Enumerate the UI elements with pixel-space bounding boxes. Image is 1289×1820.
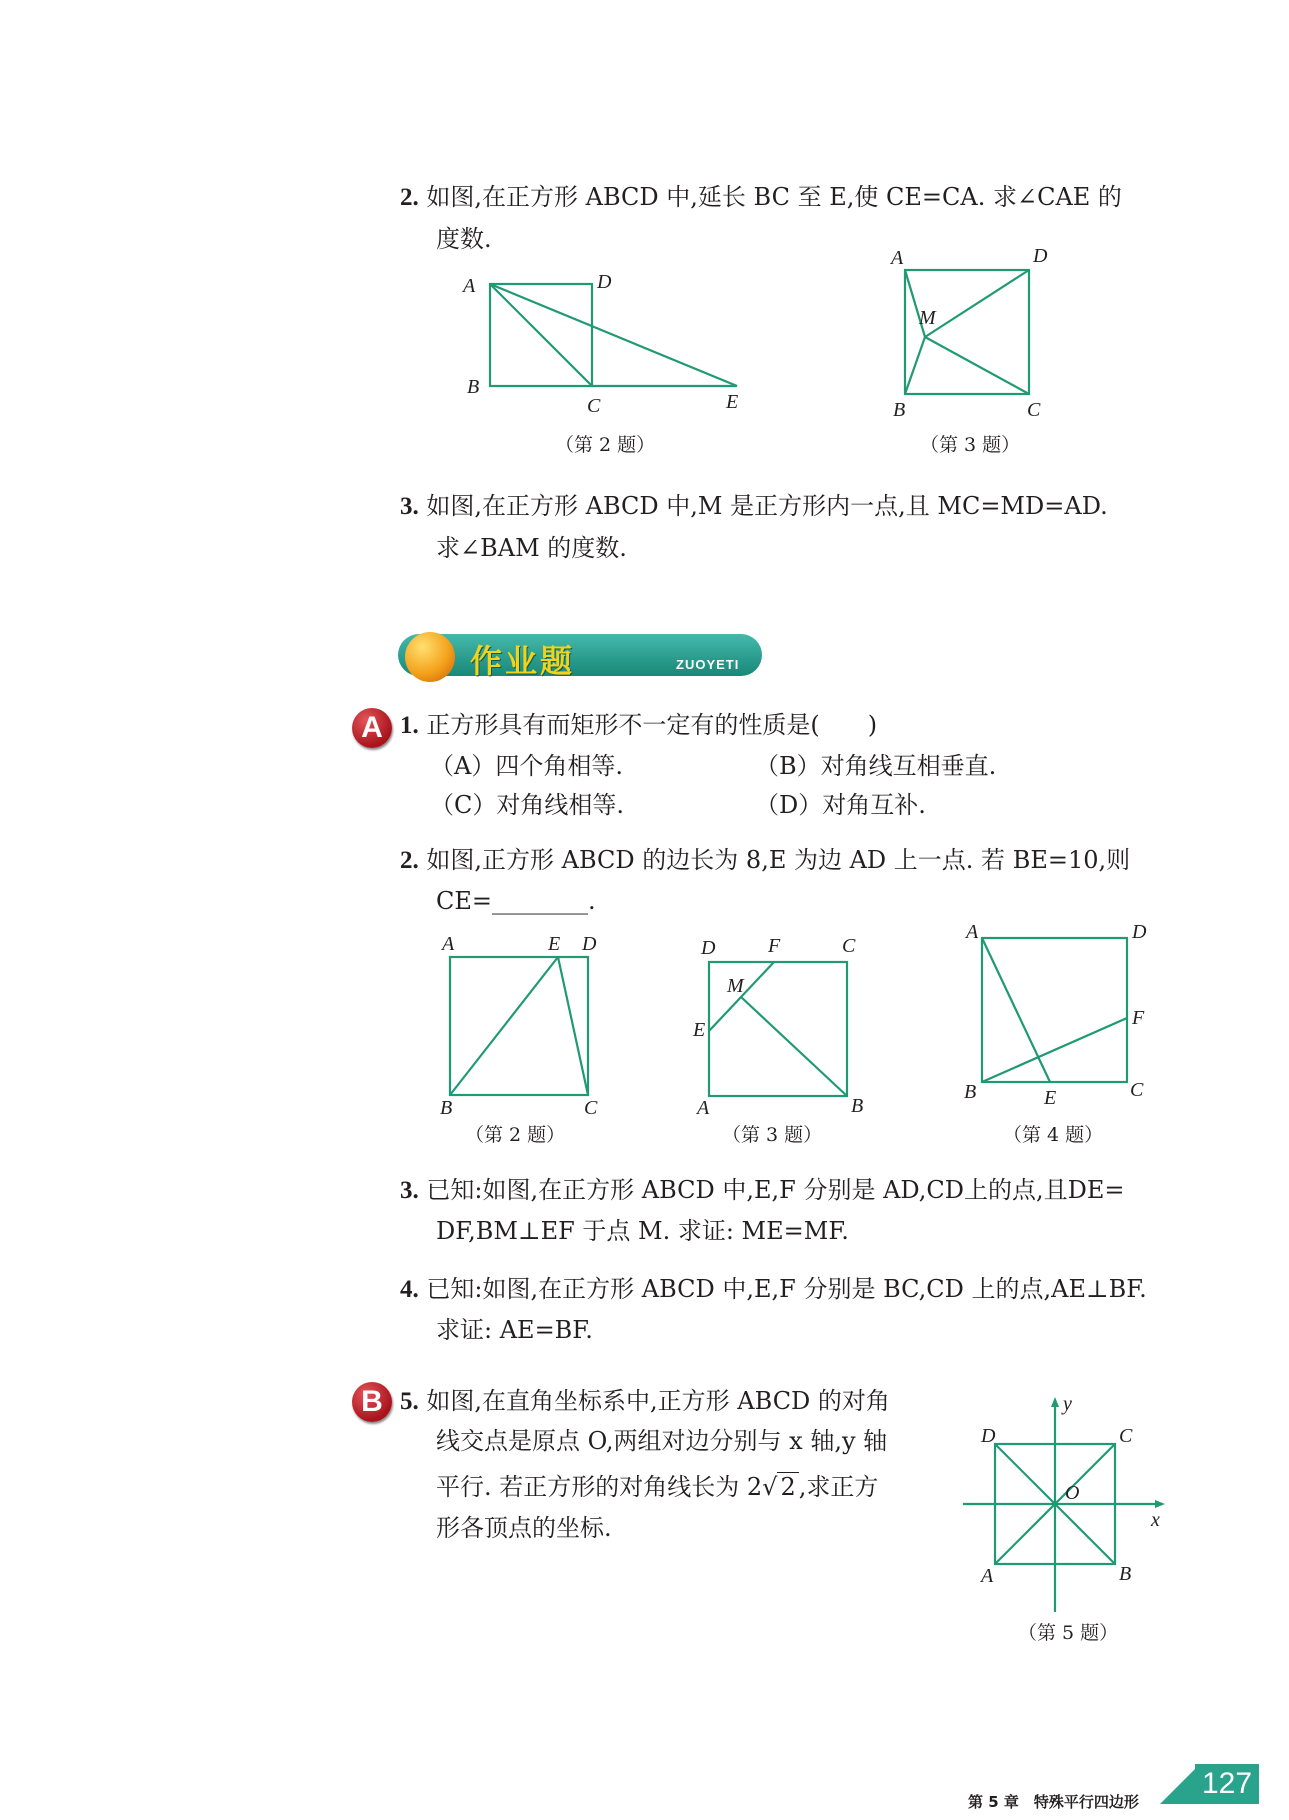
label-b: B [440,1097,453,1119]
label-d: D [1033,245,1048,267]
caption-problem-3: （第 3 题） [920,434,1021,456]
figure-problem-2 [455,262,755,422]
label-a: A [966,921,979,943]
problem-number: 1. [400,712,419,739]
caption-problem-2: （第 2 题） [555,434,656,456]
label-d: D [597,271,612,293]
x-axis-arrow-icon [1155,1500,1165,1508]
homework-5-line-4: 形各顶点的坐标. [436,1514,612,1542]
label-c: C [1119,1425,1133,1447]
label-b: B [893,399,906,421]
caption-homework-5: （第 5 题） [1018,1622,1119,1644]
segment-bf [982,1018,1127,1082]
problem-text: 如图,在正方形 ABCD 中,M 是正方形内一点,且 MC=MD=AD. [426,492,1108,520]
homework-4-line-2: 求证: AE=BF. [436,1316,593,1344]
problem-number: 3. [400,493,419,520]
problem-number: 2. [400,184,419,211]
problem-2-line-2: 度数. [436,225,492,253]
label-a: A [981,1565,994,1587]
problem-number: 4. [400,1276,419,1303]
homework-2-line-2: CE=________. [436,887,596,915]
segment-bm [741,997,847,1096]
problem-text: ,求正方 [798,1473,879,1501]
label-b: B [851,1095,864,1117]
caption-homework-2: （第 2 题） [465,1124,566,1146]
banner-subtitle: ZUOYETI [676,657,740,672]
problem-text: 如图,正方形 ABCD 的边长为 8,E 为边 AD 上一点. 若 BE=10,则 [426,846,1131,874]
segment-ae [490,284,737,386]
homework-1-line [400,710,877,741]
problem-text: 已知:如图,在正方形 ABCD 中,E,F 分别是 BC,CD 上的点,AE⊥BF. [426,1275,1147,1303]
label-c: C [1027,399,1041,421]
y-axis-arrow-icon [1051,1397,1059,1407]
label-o: O [1065,1482,1080,1504]
homework-5-line-3 [436,1472,878,1502]
label-a: A [463,275,476,297]
label-c: C [587,395,601,417]
radicand: 2 [777,1472,798,1501]
label-a: A [891,247,904,269]
label-a: A [442,933,455,955]
label-e: E [693,1019,706,1041]
label-e: E [726,391,739,413]
label-f: F [1132,1007,1145,1029]
homework-5-line-2: 线交点是原点 O,两组对边分别与 x 轴,y 轴 [436,1427,888,1455]
option-c: （C）对角线相等. [430,791,624,819]
label-b: B [467,376,480,398]
page-tab-corner-icon [1160,1764,1200,1804]
label-e: E [1044,1087,1057,1109]
caption-homework-4: （第 4 题） [1003,1124,1104,1146]
problem-text: 已知:如图,在正方形 ABCD 中,E,F 分别是 AD,CD上的点,且DE= [426,1176,1125,1204]
caption-homework-3: （第 3 题） [722,1124,823,1146]
segment-cm [925,337,1029,394]
problem-number: 3. [400,1177,419,1204]
segment-dm [925,270,1029,337]
option-b: （B）对角线互相垂直. [755,752,997,780]
label-m: M [919,307,936,329]
label-a: A [697,1097,710,1119]
page-number: 127 [1195,1764,1259,1804]
problem-text: 如图,在正方形 ABCD 中,延长 BC 至 E,使 CE=CA. 求∠CAE 的 [426,183,1122,211]
problem-2-line-1 [400,182,1122,213]
problem-number: 5. [400,1388,419,1415]
label-y: y [1063,1393,1072,1415]
figure-homework-5 [955,1392,1175,1612]
option-a: （A）四个角相等. [430,752,623,780]
label-m: M [727,975,744,997]
problem-3-line-2: 求∠BAM 的度数. [436,534,627,562]
label-b: B [1119,1563,1132,1585]
banner-ball-icon [405,632,455,682]
problem-number: 2. [400,847,419,874]
homework-5-line-1 [400,1386,890,1417]
figure-homework-4 [950,918,1150,1118]
homework-2-line-1 [400,845,1130,876]
level-a-badge: A [352,708,392,748]
footer-chapter: 第 5 章 特殊平行四边形 [968,1793,1139,1811]
segment-ac [490,284,592,386]
homework-3-line-1 [400,1175,1125,1206]
label-e: E [548,933,561,955]
homework-3-line-2: DF,BM⊥EF 于点 M. 求证: ME=MF. [436,1217,849,1245]
problem-text: 正方形具有而矩形不一定有的性质是( ) [426,711,878,739]
label-c: C [584,1097,598,1119]
problem-text: 如图,在直角坐标系中,正方形 ABCD 的对角 [426,1387,890,1415]
label-c: C [1130,1079,1144,1101]
label-x: x [1151,1509,1160,1531]
label-d: D [1132,921,1147,943]
problem-text: 平行. 若正方形的对角线长为 2 [436,1473,763,1501]
label-c: C [842,935,856,957]
square-abcd [982,938,1127,1082]
level-b-badge: B [352,1382,392,1422]
banner-title: 作业题 [470,642,576,680]
label-f: F [768,935,781,957]
figure-problem-3 [885,240,1065,430]
sqrt-sign: √ [762,1473,778,1501]
label-b: B [964,1081,977,1103]
label-d: D [981,1425,996,1447]
segment-ae [982,938,1050,1082]
label-d: D [582,933,597,955]
homework-4-line-1 [400,1274,1147,1305]
segment-ec [558,957,588,1095]
segment-bm [905,337,925,394]
problem-3-line-1 [400,491,1108,522]
figure-homework-3 [685,932,875,1122]
figure-homework-2 [430,932,610,1122]
label-d: D [701,937,716,959]
option-d: （D）对角互补. [755,791,926,819]
segment-be [450,957,558,1095]
square-abcd [450,957,588,1095]
